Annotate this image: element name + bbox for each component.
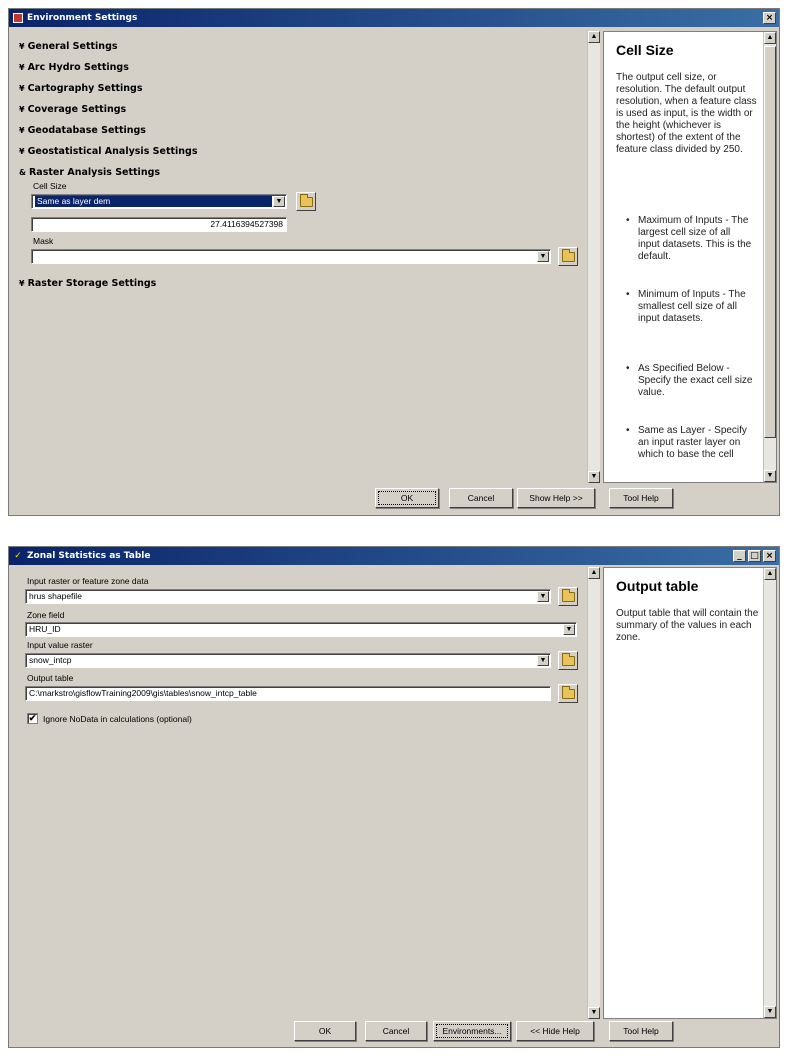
close-button[interactable]: × xyxy=(763,550,776,562)
section-general-settings[interactable]: ¥ General Settings xyxy=(19,41,118,52)
tool-help-button[interactable]: Tool Help xyxy=(609,488,673,508)
window-title: Environment Settings xyxy=(27,13,138,23)
help-bullet: • Maximum of Inputs - The largest cell size of all input datasets. This is the default. xyxy=(626,215,754,263)
open-folder-icon xyxy=(300,197,313,207)
scroll-up-icon[interactable]: ▲ xyxy=(588,31,600,43)
cell-size-browse-button[interactable] xyxy=(296,192,316,211)
zonal-pane-scrollbar[interactable] xyxy=(587,567,600,1019)
section-cartography-settings[interactable]: ¥ Cartography Settings xyxy=(19,83,143,94)
open-folder-icon xyxy=(562,689,575,699)
expand-chevron-icon: ¥ xyxy=(19,126,25,135)
app-icon xyxy=(13,13,23,23)
mask-browse-button[interactable] xyxy=(558,247,578,266)
open-folder-icon xyxy=(562,252,575,262)
scroll-thumb[interactable] xyxy=(764,46,776,438)
maximize-button[interactable]: □ xyxy=(748,550,761,562)
help-title: Output table xyxy=(616,578,699,594)
ok-button[interactable]: OK xyxy=(375,488,439,508)
zone-data-browse-button[interactable] xyxy=(558,587,578,606)
zonal-parameters-pane xyxy=(15,567,600,1019)
env-settings-pane xyxy=(15,31,600,483)
show-help-button[interactable]: Show Help >> xyxy=(517,488,595,508)
environment-settings-window xyxy=(8,8,780,516)
dropdown-arrow-icon[interactable]: ▼ xyxy=(537,591,549,602)
help-scrollbar[interactable] xyxy=(763,32,776,482)
scroll-down-icon[interactable]: ▼ xyxy=(588,471,600,483)
help-bullet-list xyxy=(626,425,754,461)
value-raster-label: Input value raster xyxy=(27,640,93,650)
help-bullet-list xyxy=(626,289,754,325)
window-title: Zonal Statistics as Table xyxy=(27,551,151,561)
dropdown-arrow-icon[interactable]: ▼ xyxy=(273,196,285,207)
environments-button[interactable]: Environments... xyxy=(433,1021,511,1041)
cell-size-value-field[interactable]: 27.4116394527398 xyxy=(31,217,287,232)
ok-button[interactable]: OK xyxy=(294,1021,356,1041)
scroll-down-icon[interactable]: ▼ xyxy=(764,1006,776,1018)
scroll-down-icon[interactable]: ▼ xyxy=(588,1007,600,1019)
mask-label: Mask xyxy=(33,236,54,246)
zone-field-label: Zone field xyxy=(27,610,65,620)
output-table-browse-button[interactable] xyxy=(558,684,578,703)
cell-size-dropdown[interactable]: Same as layer dem ▼ xyxy=(31,194,287,209)
cell-size-label: Cell Size xyxy=(33,181,67,191)
section-geodatabase-settings[interactable]: ¥ Geodatabase Settings xyxy=(19,125,146,136)
cancel-button[interactable]: Cancel xyxy=(449,488,513,508)
help-scrollbar[interactable] xyxy=(763,568,776,1018)
help-title: Cell Size xyxy=(616,42,674,58)
env-pane-scrollbar[interactable] xyxy=(587,31,600,483)
minimize-button[interactable]: _ xyxy=(733,550,746,562)
expand-chevron-icon: ¥ xyxy=(19,63,25,72)
help-paragraph: The output cell size, or resolution. The default output resolution, when a feature class is used as input, is the width or the height (whichever is shortest) of the extent of the feature class divided by 250. xyxy=(616,72,757,155)
help-bullet: • Minimum of Inputs - The smallest cell size of all input datasets. xyxy=(626,289,754,325)
scroll-up-icon[interactable]: ▲ xyxy=(764,568,776,580)
tool-icon: ✓ xyxy=(14,551,22,561)
help-bullet-list xyxy=(626,363,754,399)
mask-dropdown[interactable] xyxy=(31,249,551,264)
section-raster-storage-settings[interactable]: ¥ Raster Storage Settings xyxy=(19,278,157,289)
scroll-up-icon[interactable]: ▲ xyxy=(588,567,600,579)
close-button[interactable]: × xyxy=(763,12,776,24)
open-folder-icon xyxy=(562,592,575,602)
expand-chevron-icon: ¥ xyxy=(19,279,25,288)
section-raster-analysis-settings[interactable]: & Raster Analysis Settings xyxy=(19,167,161,178)
zonal-titlebar[interactable] xyxy=(9,547,779,565)
zone-data-label: Input raster or feature zone data xyxy=(27,576,149,586)
output-table-label: Output table xyxy=(27,673,74,683)
ignore-nodata-label[interactable]: Ignore NoData in calculations (optional) xyxy=(43,714,192,724)
help-paragraph: Output table that will contain the summary of the values in each zone. xyxy=(616,608,759,643)
section-arc-hydro-settings[interactable]: ¥ Arc Hydro Settings xyxy=(19,62,129,73)
dropdown-arrow-icon[interactable]: ▼ xyxy=(537,251,549,262)
expand-chevron-icon: ¥ xyxy=(19,84,25,93)
value-raster-browse-button[interactable] xyxy=(558,651,578,670)
hide-help-button[interactable]: << Hide Help xyxy=(516,1021,594,1041)
zonal-help-panel xyxy=(603,567,777,1019)
dropdown-arrow-icon[interactable]: ▼ xyxy=(537,655,549,666)
env-titlebar[interactable] xyxy=(9,9,779,27)
cancel-button[interactable]: Cancel xyxy=(365,1021,427,1041)
section-coverage-settings[interactable]: ¥ Coverage Settings xyxy=(19,104,127,115)
scroll-up-icon[interactable]: ▲ xyxy=(764,32,776,44)
tool-help-button[interactable]: Tool Help xyxy=(609,1021,673,1041)
section-geostatistical-settings[interactable]: ¥ Geostatistical Analysis Settings xyxy=(19,146,198,157)
env-help-panel xyxy=(603,31,777,483)
open-folder-icon xyxy=(562,656,575,666)
expand-chevron-icon: ¥ xyxy=(19,42,25,51)
scroll-down-icon[interactable]: ▼ xyxy=(764,470,776,482)
value-raster-dropdown[interactable]: snow_intcp ▼ xyxy=(25,653,551,668)
ignore-nodata-checkbox[interactable]: ✔ xyxy=(28,713,37,723)
collapse-chevron-icon: & xyxy=(19,168,26,177)
expand-chevron-icon: ¥ xyxy=(19,147,25,156)
help-bullet: • Same as Layer - Specify an input raster layer on which to base the cell xyxy=(626,425,754,461)
zone-field-dropdown[interactable]: HRU_ID ▼ xyxy=(25,622,577,637)
help-bullet-list xyxy=(626,215,754,263)
help-bullet: • As Specified Below - Specify the exact cell size value. xyxy=(626,363,754,399)
zonal-statistics-window xyxy=(8,546,780,1048)
zone-data-dropdown[interactable]: hrus shapefile ▼ xyxy=(25,589,551,604)
dropdown-arrow-icon[interactable]: ▼ xyxy=(563,624,575,635)
expand-chevron-icon: ¥ xyxy=(19,105,25,114)
output-table-field[interactable]: C:\markstro\gisflowTraining2009\gis\tables\snow_intcp_table xyxy=(25,686,551,701)
